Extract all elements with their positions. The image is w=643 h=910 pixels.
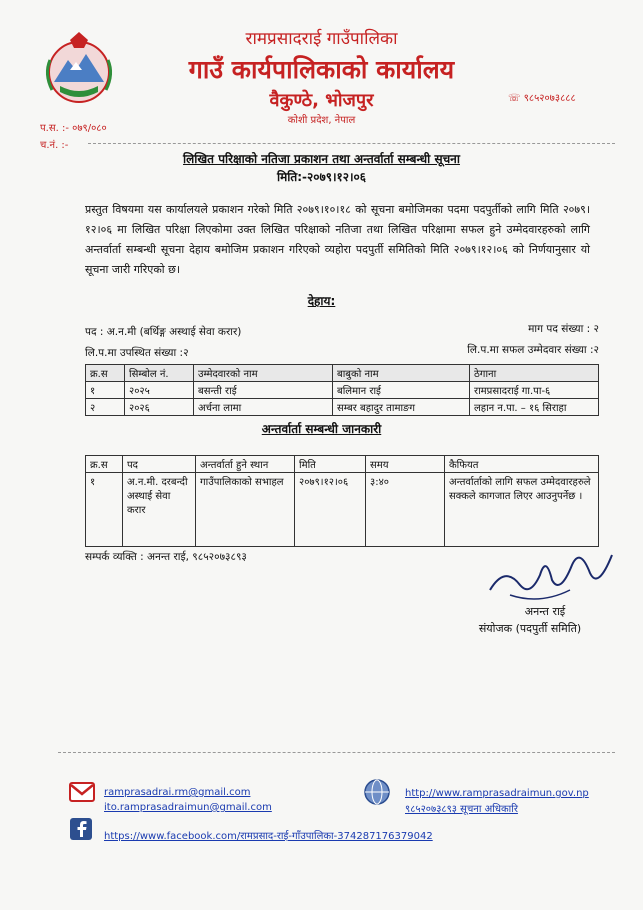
email-1[interactable]: ramprasadrai.rm@gmail.com (104, 787, 251, 798)
signature-icon (480, 535, 620, 615)
table-row: २ २०२६ अर्चना लामा सम्बर बहादुर तामाङग लहान न.पा. – १६ सिराहा (86, 399, 599, 416)
notice-paragraph: प्रस्तुत विषयमा यस कार्यालयले प्रकाशन गरेको मिति २०७९।१०।१८ को सूचना बमोजिमका पदमा पदपुर्तीको लागि मिति २०७९।१२।०६ मा लिखित परिक्षा लिएकोमा उक्त लिखित परिक्षाको नतिजा तथा लिखित परिक्षामा सफल हुने उम्मेदवारहरुको लागि अन्तर्वार्ता सम्बन्धी सूचना देहाय बमोजिम प्रकाशन गरिएको व्यहोरा पदपुर्ती समितिको मिति २०७९।१२।०६ को निर्णयानुसार यो सूचना जारी गरिएको छ। (85, 203, 590, 276)
chalani-number: च.नं. :- (40, 140, 69, 151)
interview-title: अन्तर्वार्ता सम्बन्धी जानकारी (261, 422, 382, 436)
office-name: गाउँ कार्यपालिकाको कार्यालय (188, 55, 455, 84)
table-header-row (86, 365, 599, 382)
col-father: बाबुको नाम (333, 365, 470, 382)
email-2[interactable]: ito.ramprasadraimun@gmail.com (104, 802, 272, 813)
table-header-row: क्र.स पद अन्तर्वार्ता हुने स्थान मिति समय कैफियत (86, 456, 599, 473)
office-location: वैकुण्ठे, भोजपुर (269, 90, 374, 111)
results-table (85, 364, 599, 416)
signer-role: संयोजक (पदपुर्ती समिति) (478, 622, 582, 635)
col-address: ठेगाना (470, 365, 599, 382)
office-phone: ☏ ९८५२०७३८८८ (508, 93, 576, 104)
province-name: कोशी प्रदेश, नेपाल (287, 115, 356, 126)
notice-title: लिखित परिक्षाको नतिजा प्रकाशन तथा अन्तर्वार्ता सम्बन्धी सूचना (183, 152, 460, 166)
notice-date: मिति:-२०७९।१२।०६ (276, 170, 367, 184)
post-info: पद : अ.न.मी (बर्थिङ्ग अस्थाई सेवा करार) (85, 326, 242, 338)
table-row: १ अ.न.मी. दरबन्दी अस्थाई सेवा करार गाउँपालिकाको सभाहल २०७९।१२।०६ ३:४० अन्तर्वार्ताको लागि सफल उम्मेदवारहरुले सक्कले कागजात लिएर आउनुपर्नेछ । (86, 473, 599, 547)
table-row: १ २०२५ बसन्ती राई बलिमान राई रामप्रसादराई गा.पा-६ (86, 382, 599, 399)
patra-sankhya: प.स. :- ०७९/०८० (40, 123, 107, 134)
footer-divider (58, 752, 615, 753)
interview-table (85, 455, 599, 547)
facebook-icon (70, 818, 92, 840)
info-officer: ९८५२०७३८९३ सूचना अधिकारि (405, 804, 518, 815)
demand-count: माग पद संख्या : २ (528, 323, 599, 335)
globe-icon (360, 778, 394, 806)
website-link[interactable]: http://www.ramprasadraimun.gov.np (405, 788, 589, 799)
header-divider (88, 143, 615, 144)
col-candidate: उम्मेदवारको नाम (194, 365, 333, 382)
municipality-name: रामप्रसादराई गाउँपालिका (245, 29, 398, 49)
gmail-icon (68, 778, 96, 806)
col-symbol: सिम्बोल नं. (125, 365, 194, 382)
present-count: लि.प.मा उपस्थित संख्या :२ (85, 347, 189, 359)
signer-name: अनन्त राई (524, 605, 566, 618)
dehay-heading: देहाय: (307, 294, 336, 308)
col-sn: क्र.स (86, 365, 125, 382)
facebook-link[interactable]: https://www.facebook.com/रामप्रसाद-राई-गाँउपालिका-374287176379042 (104, 831, 433, 842)
passed-count: लि.प.मा सफल उम्मेदवार संख्या :२ (467, 344, 599, 356)
contact-person: सम्पर्क व्यक्ति : अनन्त राई, ९८५२०७३८९३ (85, 551, 247, 563)
